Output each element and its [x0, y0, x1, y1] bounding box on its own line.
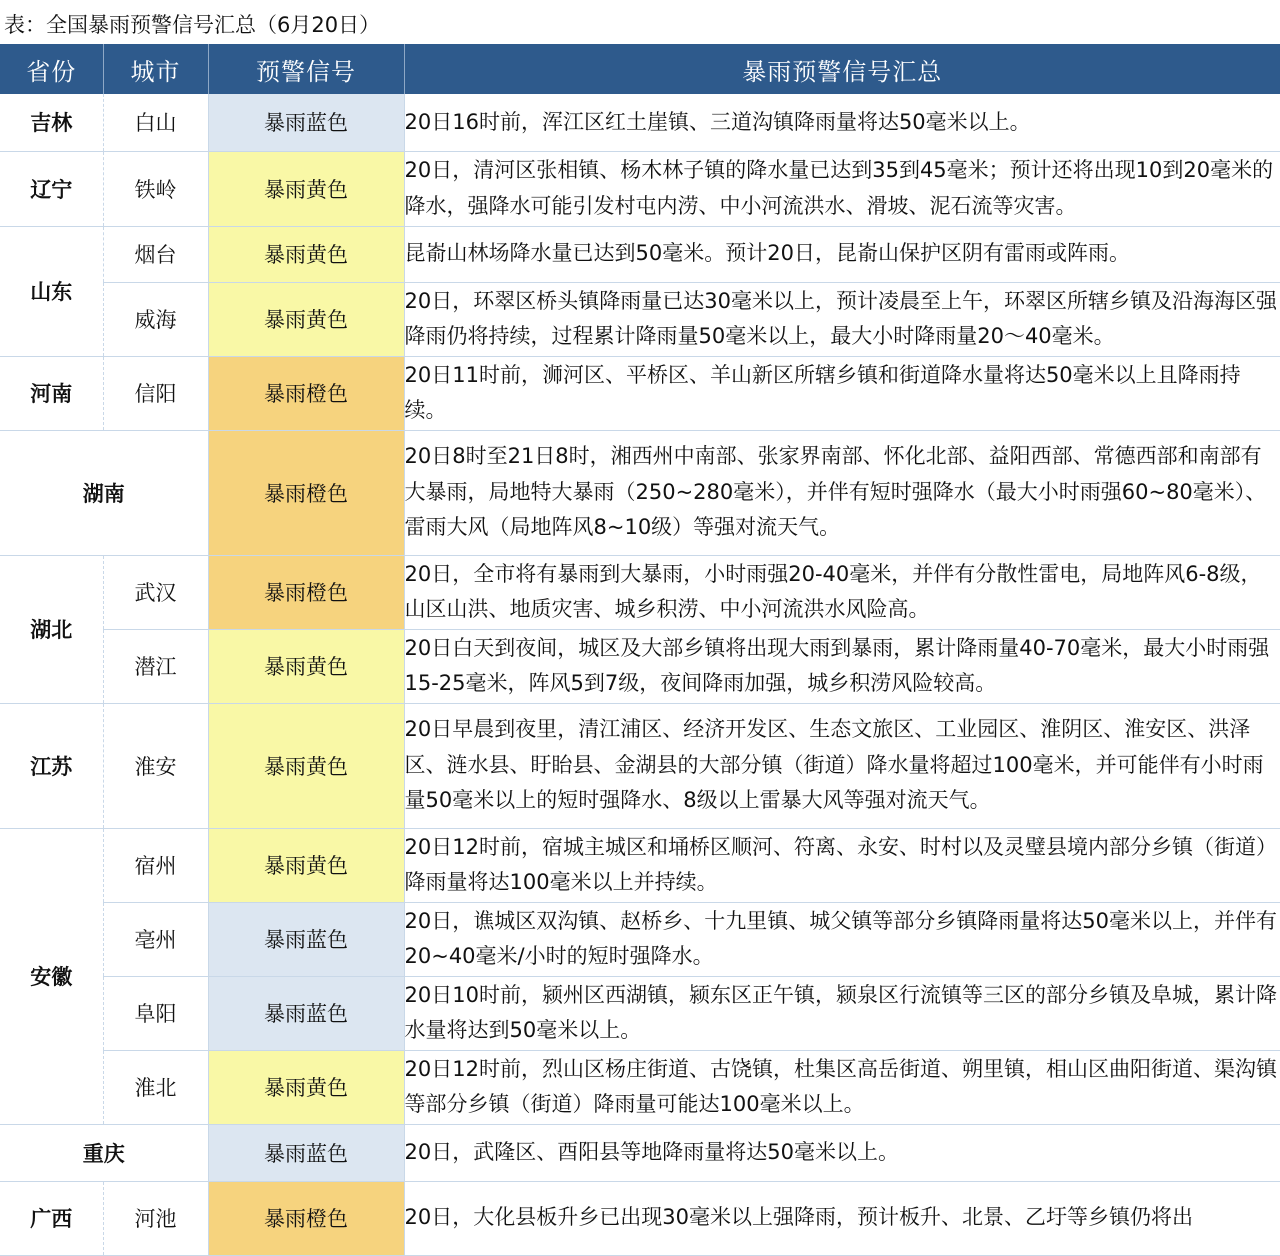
signal-cell: 暴雨橙色 — [208, 1181, 404, 1255]
province-cell: 湖北 — [0, 555, 103, 703]
rainstorm-alert-table — [0, 44, 1280, 1256]
city-cell: 河池 — [103, 1181, 208, 1255]
table-row — [0, 902, 1280, 976]
table-row — [0, 226, 1280, 282]
signal-cell: 暴雨蓝色 — [208, 902, 404, 976]
province-cell: 河南 — [0, 356, 103, 430]
description-cell: 20日白天到夜间，城区及大部乡镇将出现大雨到暴雨，累计降雨量40-70毫米，最大小时雨强15-25毫米，阵风5到7级，夜间降雨加强，城乡积涝风险较高。 — [404, 629, 1280, 703]
header-row — [0, 44, 1280, 94]
city-cell: 淮北 — [103, 1050, 208, 1124]
description-cell: 20日，大化县板升乡已出现30毫米以上强降雨，预计板升、北景、乙圩等乡镇仍将出 — [404, 1181, 1280, 1255]
table-row — [0, 94, 1280, 151]
description-cell: 20日12时前，宿城主城区和埇桥区顺河、符离、永安、时村以及灵璧县境内部分乡镇（街道）降雨量将达100毫米以上并持续。 — [404, 828, 1280, 902]
header-province: 省份 — [0, 44, 103, 94]
signal-cell: 暴雨黄色 — [208, 1050, 404, 1124]
signal-cell: 暴雨蓝色 — [208, 94, 404, 151]
city-cell: 宿州 — [103, 828, 208, 902]
province-cell: 安徽 — [0, 828, 103, 1124]
province-cell: 辽宁 — [0, 151, 103, 226]
table-row — [0, 703, 1280, 828]
description-cell: 20日16时前，浑江区红土崖镇、三道沟镇降雨量将达50毫米以上。 — [404, 94, 1280, 151]
description-cell: 20日，谯城区双沟镇、赵桥乡、十九里镇、城父镇等部分乡镇降雨量将达50毫米以上，并伴有20~40毫米/小时的短时强降水。 — [404, 902, 1280, 976]
table-row — [0, 828, 1280, 902]
description-cell: 20日，环翠区桥头镇降雨量已达30毫米以上，预计凌晨至上午，环翠区所辖乡镇及沿海海区强降雨仍将持续，过程累计降雨量50毫米以上，最大小时降雨量20～40毫米。 — [404, 282, 1280, 356]
city-cell: 亳州 — [103, 902, 208, 976]
header-city: 城市 — [103, 44, 208, 94]
table-row — [0, 1124, 1280, 1181]
signal-cell: 暴雨蓝色 — [208, 976, 404, 1050]
signal-cell: 暴雨黄色 — [208, 226, 404, 282]
province-cell: 广西 — [0, 1181, 103, 1255]
signal-cell: 暴雨黄色 — [208, 282, 404, 356]
signal-cell: 暴雨橙色 — [208, 555, 404, 629]
description-cell: 20日10时前，颍州区西湖镇，颍东区正午镇，颍泉区行流镇等三区的部分乡镇及阜城，累计降水量将达到50毫米以上。 — [404, 976, 1280, 1050]
table-row — [0, 629, 1280, 703]
province-cell: 江苏 — [0, 703, 103, 828]
table-row — [0, 151, 1280, 226]
table-caption: 表：全国暴雨预警信号汇总（6月20日） — [4, 13, 381, 37]
table-row — [0, 1050, 1280, 1124]
signal-cell: 暴雨橙色 — [208, 356, 404, 430]
description-cell: 20日，全市将有暴雨到大暴雨，小时雨强20-40毫米，并伴有分散性雷电，局地阵风6-8级，山区山洪、地质灾害、城乡积涝、中小河流洪水风险高。 — [404, 555, 1280, 629]
city-cell: 武汉 — [103, 555, 208, 629]
description-cell: 20日，武隆区、酉阳县等地降雨量将达50毫米以上。 — [404, 1124, 1280, 1181]
signal-cell: 暴雨蓝色 — [208, 1124, 404, 1181]
signal-cell: 暴雨黄色 — [208, 629, 404, 703]
table-row — [0, 976, 1280, 1050]
province-cell: 湖南 — [0, 430, 208, 555]
signal-cell: 暴雨橙色 — [208, 430, 404, 555]
table-row — [0, 282, 1280, 356]
province-cell: 吉林 — [0, 94, 103, 151]
table-row — [0, 1181, 1280, 1255]
description-cell: 20日早晨到夜里，清江浦区、经济开发区、生态文旅区、工业园区、淮阴区、淮安区、洪泽区、涟水县、盱眙县、金湖县的大部分镇（街道）降水量将超过100毫米，并可能伴有小时雨量50毫米以上的短时强降水、8级以上雷暴大风等强对流天气。 — [404, 703, 1280, 828]
header-summary: 暴雨预警信号汇总 — [404, 44, 1280, 94]
city-cell: 潜江 — [103, 629, 208, 703]
city-cell: 烟台 — [103, 226, 208, 282]
description-cell: 20日，清河区张相镇、杨木林子镇的降水量已达到35到45毫米；预计还将出现10到20毫米的降水，强降水可能引发村屯内涝、中小河流洪水、滑坡、泥石流等灾害。 — [404, 151, 1280, 226]
table-row — [0, 430, 1280, 555]
description-cell: 20日11时前，浉河区、平桥区、羊山新区所辖乡镇和街道降水量将达50毫米以上且降雨持续。 — [404, 356, 1280, 430]
table-row — [0, 555, 1280, 629]
signal-cell: 暴雨黄色 — [208, 151, 404, 226]
description-cell: 20日12时前，烈山区杨庄街道、古饶镇，杜集区高岳街道、朔里镇，相山区曲阳街道、渠沟镇等部分乡镇（街道）降雨量可能达100毫米以上。 — [404, 1050, 1280, 1124]
city-cell: 淮安 — [103, 703, 208, 828]
city-cell: 威海 — [103, 282, 208, 356]
signal-cell: 暴雨黄色 — [208, 703, 404, 828]
city-cell: 信阳 — [103, 356, 208, 430]
city-cell: 白山 — [103, 94, 208, 151]
province-cell: 山东 — [0, 226, 103, 356]
province-cell: 重庆 — [0, 1124, 208, 1181]
header-signal: 预警信号 — [208, 44, 404, 94]
description-cell: 20日8时至21日8时，湘西州中南部、张家界南部、怀化北部、益阳西部、常德西部和南部有大暴雨，局地特大暴雨（250~280毫米），并伴有短时强降水（最大小时雨强60~80毫米）、雷雨大风（局地阵风8~10级）等强对流天气。 — [404, 430, 1280, 555]
city-cell: 铁岭 — [103, 151, 208, 226]
table-row — [0, 356, 1280, 430]
signal-cell: 暴雨黄色 — [208, 828, 404, 902]
city-cell: 阜阳 — [103, 976, 208, 1050]
description-cell: 昆嵛山林场降水量已达到50毫米。预计20日，昆嵛山保护区阴有雷雨或阵雨。 — [404, 226, 1280, 282]
